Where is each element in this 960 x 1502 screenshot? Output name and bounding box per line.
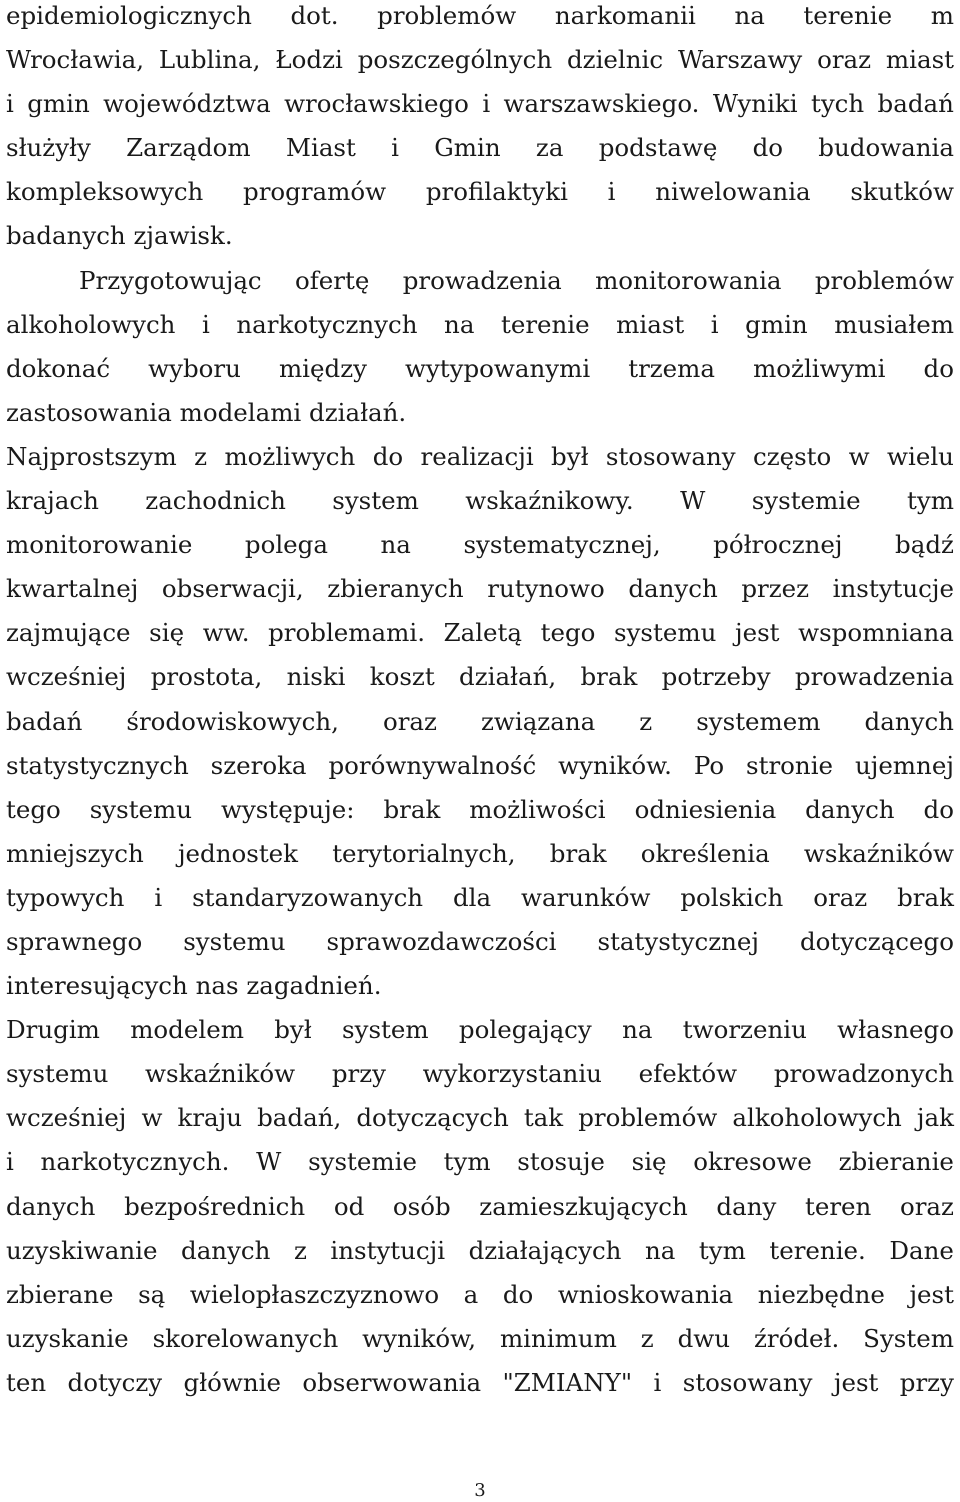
word: monitorowania (595, 265, 782, 295)
text-line (6, 1185, 954, 1229)
word: Łodzi (275, 45, 343, 75)
text-line (6, 1361, 954, 1405)
word: kraju (177, 1103, 243, 1133)
text-line (6, 1140, 954, 1184)
word: musiałem (834, 309, 954, 339)
word: związana (480, 706, 596, 736)
word: przy (331, 1059, 386, 1089)
word: systemu (183, 926, 286, 956)
word: trzema (628, 353, 716, 383)
word: sprawnego (6, 926, 143, 956)
word: polegający (458, 1015, 592, 1045)
word: brak (580, 662, 638, 692)
text-line: zastosowania modelami działań. (6, 397, 407, 427)
text-line (6, 744, 954, 788)
word: instytucji (330, 1235, 446, 1265)
word: dany (716, 1191, 777, 1221)
word: oraz (899, 1191, 954, 1221)
word: "ZMIANY" (502, 1367, 633, 1397)
word: i (202, 309, 210, 339)
document-page (6, 0, 954, 1405)
word: brak (383, 794, 441, 824)
word: statystycznej (597, 926, 759, 956)
word: badań, (257, 1103, 342, 1133)
word: problemami. (268, 618, 425, 648)
text-line (6, 259, 954, 303)
word: i (653, 1367, 662, 1397)
word: sprawozdawczości (326, 926, 557, 956)
word: standaryzowanych (192, 882, 424, 912)
word: tworzeniu (682, 1015, 807, 1045)
word: narkomanii (554, 1, 696, 30)
word: niezbędne (757, 1279, 885, 1309)
word: System (863, 1323, 954, 1353)
word: oraz (817, 45, 872, 75)
word: Dane (889, 1235, 954, 1265)
word: w (141, 1103, 163, 1133)
word: narkotycznych. (40, 1147, 230, 1177)
word: systemem (696, 706, 821, 736)
word: programów (243, 177, 387, 207)
word: polega (244, 530, 328, 560)
word: zbierane (6, 1279, 114, 1309)
word: na (645, 1235, 676, 1265)
word: do (923, 353, 954, 383)
word: wielopłaszczyznowo (189, 1279, 440, 1309)
word: problemów (814, 265, 954, 295)
word: krajach (6, 486, 99, 516)
word: Drugim (6, 1015, 100, 1045)
word: i (6, 1147, 14, 1177)
word: do (752, 133, 784, 163)
word: wcześniej (6, 1103, 127, 1133)
word: działań, (459, 662, 557, 692)
text-line (6, 1008, 954, 1052)
word: dotyczącego (799, 926, 954, 956)
text-line (6, 1052, 954, 1096)
word: systemie (751, 486, 861, 516)
word: z (194, 441, 208, 471)
word: Wrocławia, (6, 45, 145, 75)
word: ten (6, 1367, 47, 1397)
word: brak (897, 882, 954, 912)
word: polskich (680, 882, 784, 912)
word: występuje: (220, 794, 355, 824)
word: możliwości (469, 794, 606, 824)
word: statystycznych (6, 750, 189, 780)
word: niski (286, 662, 346, 692)
word: skutków (850, 177, 954, 207)
word: terenie. (769, 1235, 866, 1265)
word: i (391, 133, 399, 163)
word: tak (523, 1103, 564, 1133)
word: system (332, 486, 419, 516)
word: ofertę (294, 265, 370, 295)
word: modelem (130, 1015, 244, 1045)
word: minimum (499, 1323, 617, 1353)
word: stronie (746, 750, 834, 780)
word: jest (833, 1367, 879, 1397)
word: terenie (500, 309, 590, 339)
text-line (6, 876, 954, 920)
word: odniesienia (634, 794, 777, 824)
body-text (6, 0, 954, 1405)
word: danych (6, 1191, 96, 1221)
word: określenia (640, 838, 770, 868)
word: na (734, 1, 765, 30)
word: terenie (803, 1, 893, 30)
word: do (372, 441, 404, 471)
word: osób (392, 1191, 451, 1221)
text-line (6, 655, 954, 699)
word: zamieszkujących (479, 1191, 688, 1221)
word: są (138, 1279, 166, 1309)
word: uzyskiwanie (6, 1235, 158, 1265)
word: kwartalnej (6, 574, 139, 604)
word: dwu (677, 1323, 731, 1353)
word: Po (693, 750, 725, 780)
word: wrocławskiego (284, 89, 469, 119)
text-line (6, 832, 954, 876)
word: potrzeby (661, 662, 771, 692)
word: a (463, 1279, 479, 1309)
word: obserwacji, (161, 574, 304, 604)
word: był (551, 441, 589, 471)
word: gmin (27, 89, 90, 119)
word: zbieranie (838, 1147, 954, 1177)
word: tym (443, 1147, 491, 1177)
word: Najprostszym (6, 441, 177, 471)
word: w (848, 441, 870, 471)
text-line (6, 170, 954, 214)
word: terytorialnych, (332, 838, 516, 868)
word: danych (628, 574, 718, 604)
word: systemie (308, 1147, 417, 1177)
word: kompleksowych (6, 177, 204, 207)
word: wyników, (362, 1323, 477, 1353)
word: działających (468, 1235, 622, 1265)
word: teren (804, 1191, 872, 1221)
word: wyboru (148, 353, 241, 383)
word: warunków (521, 882, 651, 912)
text-line (6, 1229, 954, 1273)
word: narkotycznych (236, 309, 418, 339)
text-line (6, 700, 954, 744)
text-line (6, 303, 954, 347)
text-line (6, 126, 954, 170)
word: wcześniej (6, 662, 127, 692)
word: zbieranych (327, 574, 464, 604)
word: poszczególnych (357, 45, 553, 75)
word: tych (810, 89, 865, 119)
word: za (535, 133, 564, 163)
word: ujemnej (854, 750, 954, 780)
text-line (6, 523, 954, 567)
word: wielu (887, 441, 954, 471)
word: szeroka (210, 750, 307, 780)
word: między (278, 353, 367, 383)
text-line: badanych zjawisk. (6, 221, 233, 251)
word: i (710, 309, 719, 339)
word: i (607, 177, 616, 207)
word: systematycznej, (463, 530, 661, 560)
word: był (274, 1015, 312, 1045)
word: tego (6, 794, 61, 824)
text-line (6, 611, 954, 655)
word: wykorzystaniu (422, 1059, 602, 1089)
word: wskaźników (145, 1059, 296, 1089)
word: badań (877, 89, 954, 119)
word: z (293, 1235, 307, 1265)
word: na (380, 530, 411, 560)
word: systemu (89, 794, 193, 824)
word: Lublina, (158, 45, 261, 75)
word: do (923, 794, 954, 824)
word: półrocznej (713, 530, 843, 560)
word: do (502, 1279, 534, 1309)
word: alkoholowych (6, 309, 176, 339)
text-line (6, 435, 954, 479)
word: dot. (290, 1, 339, 30)
word: przez (741, 574, 810, 604)
word: instytucje (832, 574, 954, 604)
word: danych (864, 706, 954, 736)
word: Gmin (434, 133, 501, 163)
text-line (6, 1317, 954, 1361)
word: stosuje (517, 1147, 605, 1177)
word: Przygotowując (79, 265, 262, 295)
word: skorelowanych (152, 1323, 339, 1353)
word: wskaźnikowy. (465, 486, 634, 516)
word: oraz (382, 706, 437, 736)
word: tym (698, 1235, 746, 1265)
word: się (149, 618, 185, 648)
word: Zaletą (443, 618, 523, 648)
word: systemu (614, 618, 717, 648)
word: m (930, 1, 954, 30)
text-line (6, 1096, 954, 1140)
word: województwa (103, 89, 271, 119)
word: Warszawy (677, 45, 803, 75)
word: prostota, (150, 662, 263, 692)
word: oraz (813, 882, 868, 912)
word: Wyniki (712, 89, 798, 119)
word: możliwymi (753, 353, 886, 383)
word: profilaktyki (425, 177, 568, 207)
word: koszt (369, 662, 435, 692)
word: dotyczących (356, 1103, 509, 1133)
word: badań (6, 706, 83, 736)
word: jest (734, 618, 780, 648)
word: możliwych (224, 441, 356, 471)
word: warszawskiego. (503, 89, 700, 119)
word: często (752, 441, 832, 471)
word: stosowany (682, 1367, 813, 1397)
word: typowych (6, 882, 125, 912)
word: dotyczy (67, 1367, 163, 1397)
word: dzielnic (567, 45, 664, 75)
word: alkoholowych (732, 1103, 902, 1133)
text-line (6, 38, 954, 82)
word: własnego (837, 1015, 954, 1045)
word: miast (616, 309, 685, 339)
word: mniejszych (6, 838, 144, 868)
word: tym (907, 486, 954, 516)
word: Miast (285, 133, 356, 163)
word: problemów (578, 1103, 718, 1133)
word: głównie (183, 1367, 281, 1397)
word: i (6, 89, 14, 119)
word: wnioskowania (557, 1279, 734, 1309)
word: rutynowo (487, 574, 605, 604)
word: brak (549, 838, 607, 868)
word: się (631, 1147, 667, 1177)
word: wspomniana (798, 618, 954, 648)
text-line (6, 479, 954, 523)
word: od (333, 1191, 365, 1221)
word: efektów (638, 1059, 738, 1089)
text-line (6, 788, 954, 832)
word: wytypowanymi (404, 353, 591, 383)
word: służyły (6, 133, 91, 163)
word: ww. (202, 618, 250, 648)
word: monitorowanie (6, 530, 193, 560)
word: systemu (6, 1059, 109, 1089)
word: środowiskowych, (126, 706, 339, 736)
word: z (639, 706, 653, 736)
word: W (256, 1147, 282, 1177)
word: tego (540, 618, 596, 648)
word: jednostek (177, 838, 299, 868)
word: podstawę (598, 133, 718, 163)
word: dokonać (6, 353, 111, 383)
text-line: interesujących nas zagadnień. (6, 971, 382, 1001)
word: miast (885, 45, 954, 75)
text-line (6, 1273, 954, 1317)
word: na (622, 1015, 653, 1045)
word: zajmujące (6, 618, 131, 648)
word: danych (181, 1235, 271, 1265)
text-line (6, 567, 954, 611)
word: gmin (745, 309, 808, 339)
word: prowadzonych (773, 1059, 954, 1089)
word: jest (909, 1279, 954, 1309)
word: okresowe (693, 1147, 812, 1177)
word: stosowany (605, 441, 736, 471)
text-line (6, 82, 954, 126)
word: jak (916, 1103, 954, 1133)
text-line (6, 347, 954, 391)
word: przy (899, 1367, 954, 1397)
word: źródeł. (753, 1323, 840, 1353)
word: zachodnich (145, 486, 286, 516)
word: z (640, 1323, 654, 1353)
word: na (444, 309, 475, 339)
word: niwelowania (655, 177, 811, 207)
word: realizacji (420, 441, 534, 471)
word: wyników. (558, 750, 672, 780)
word: epidemiologicznych (6, 1, 252, 30)
word: budowania (818, 133, 954, 163)
word: porównywalność (328, 750, 537, 780)
word: prowadzenia (794, 662, 954, 692)
word: dla (452, 882, 492, 912)
word: system (342, 1015, 429, 1045)
page-number: 3 (474, 1480, 486, 1501)
word: wskaźników (803, 838, 954, 868)
word: obserwowania (302, 1367, 482, 1397)
word: danych (805, 794, 895, 824)
word: Zarządom (126, 133, 251, 163)
word: bezpośrednich (124, 1191, 306, 1221)
text-line (6, 920, 954, 964)
word: prowadzenia (402, 265, 562, 295)
word: W (680, 486, 706, 516)
text-line (6, 0, 954, 38)
word: i (482, 89, 491, 119)
word: i (154, 882, 163, 912)
word: uzyskanie (6, 1323, 129, 1353)
word: bądź (895, 530, 954, 560)
word: problemów (377, 1, 517, 30)
